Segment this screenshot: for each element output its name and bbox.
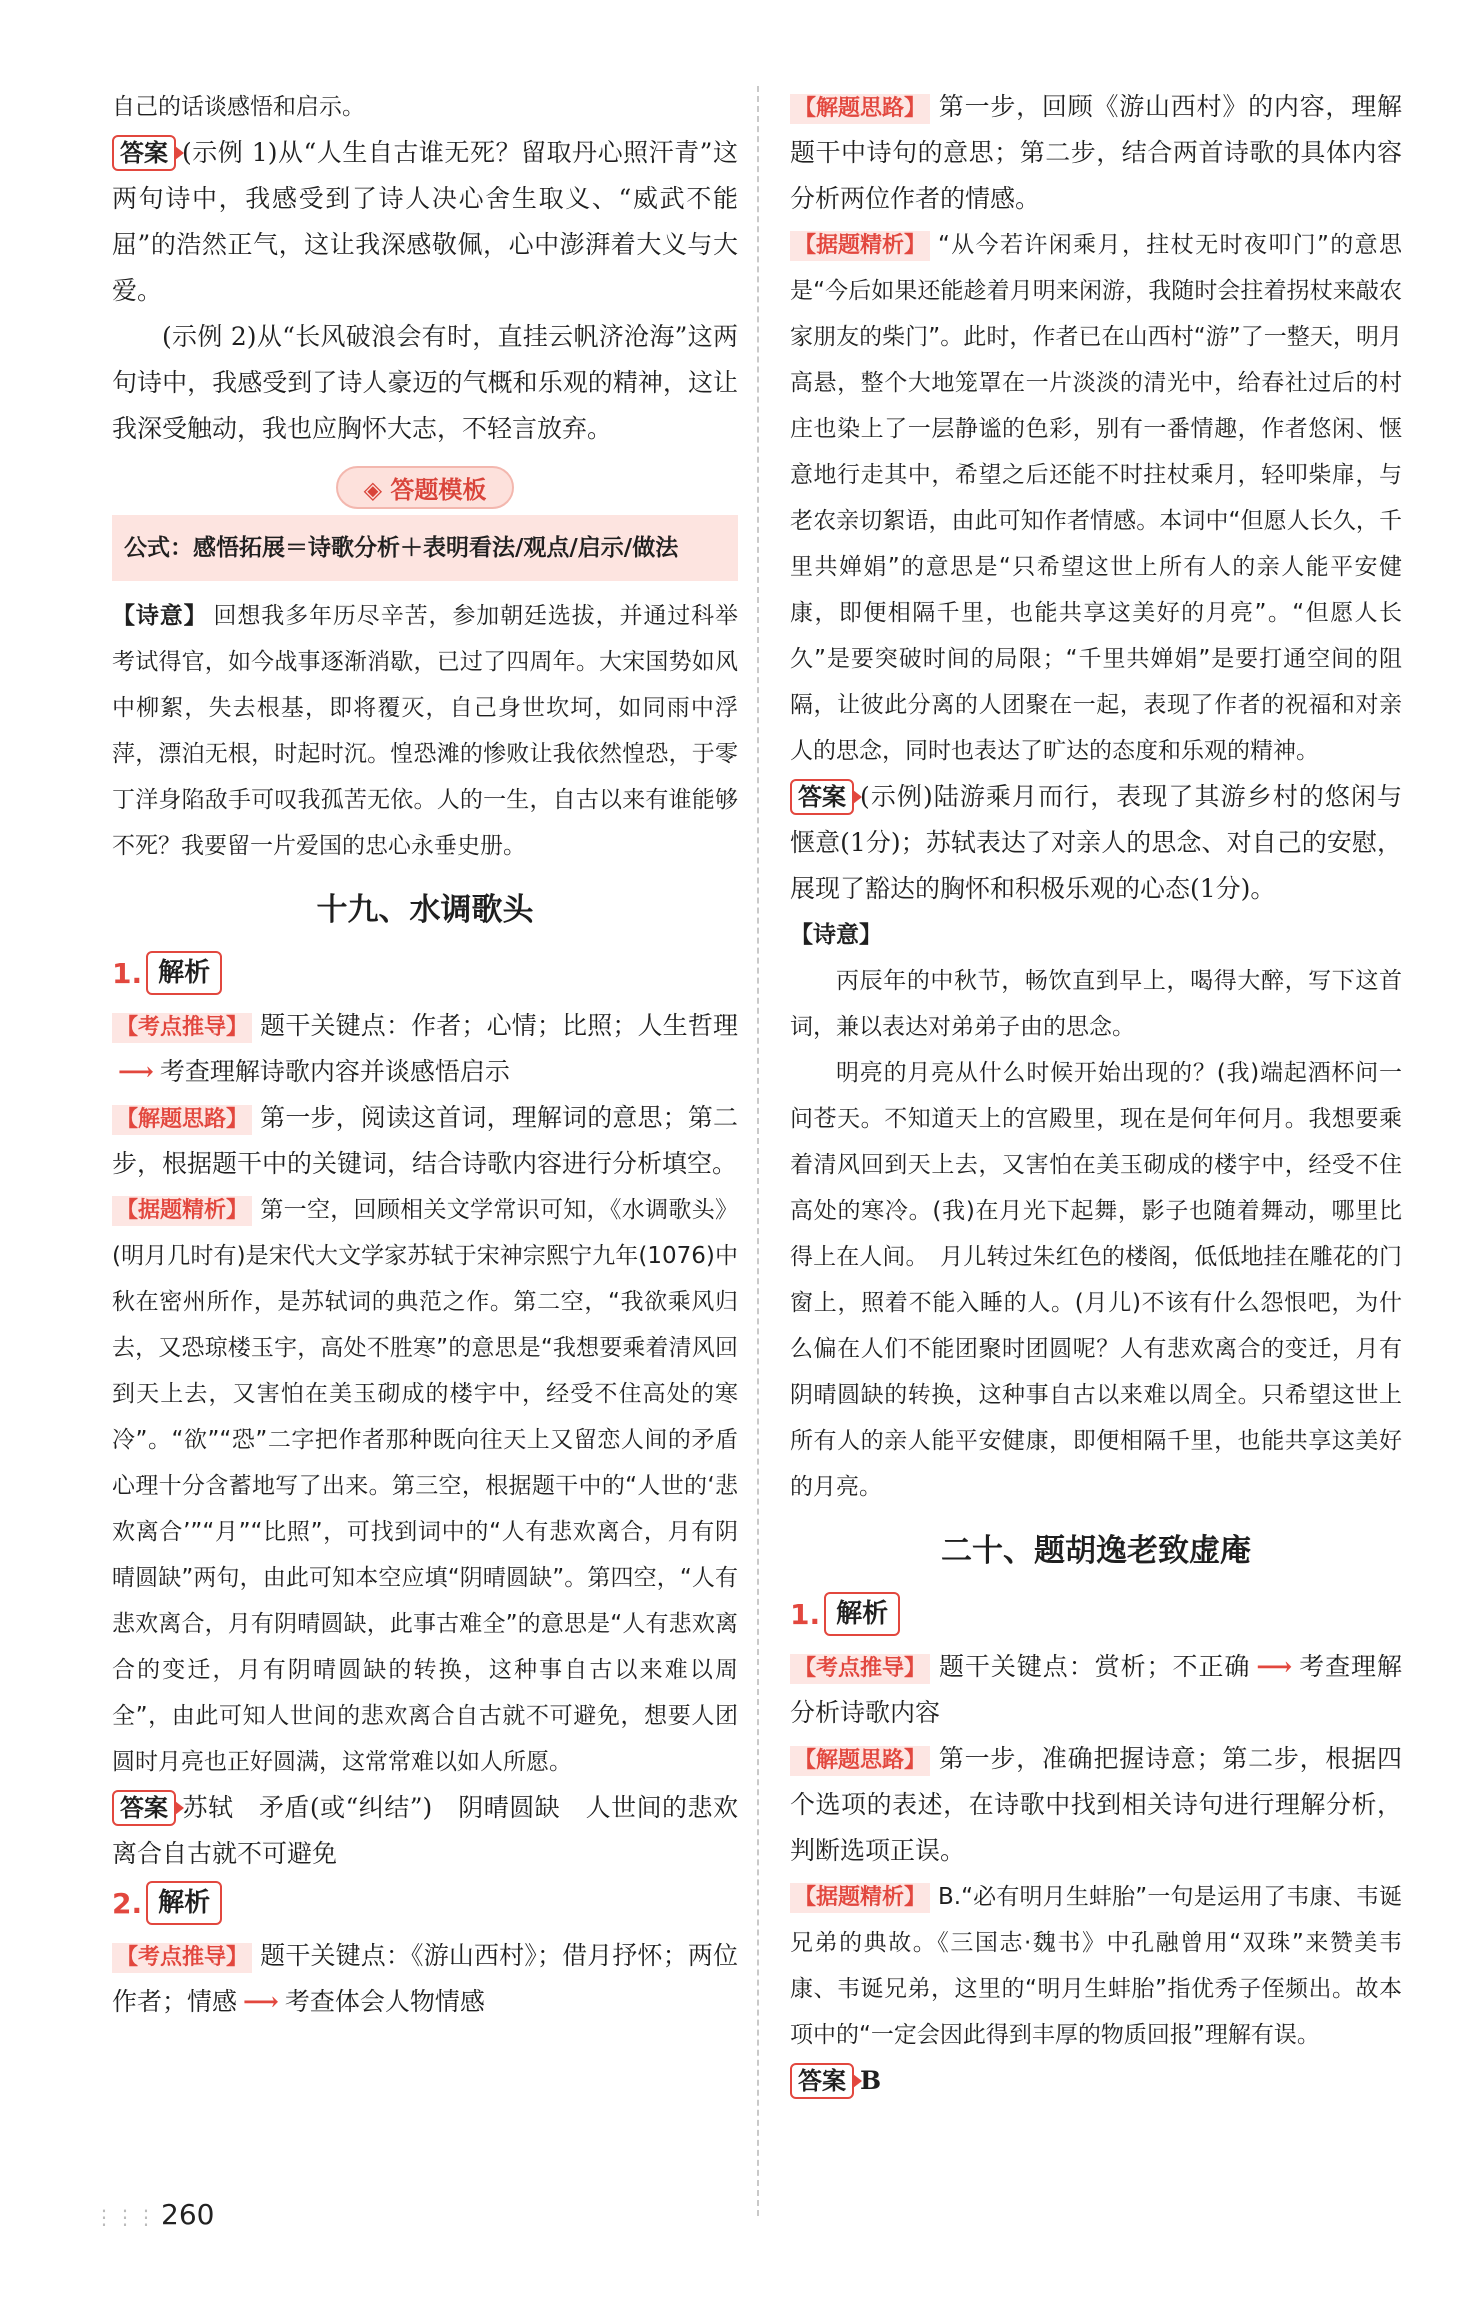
q1-jingxi: 【据题精析】 第一空，回顾相关文学常识可知，《水调歌头》(明月几时有)是宋代大文学家苏轼于宋神宗熙宁九年(1076)中秋在密州所作，是苏轼词的典范之作。第二空，“我欲乘风归去，又恐琼楼玉宇，高处不胜寒”的意思是“我想要乘着清风回到天上去，又害怕在美玉砌成的楼宇中，经受不住高处的寒冷”。“欲”“恐”二字把作者那种既向往天上又留恋人间的矛盾心理十分含蓄地写了出来。第三空，根据题干中的“人世的‘悲欢离合’”“月”“比照”，可找到词中的“人有悲欢离合，月有阴晴圆缺”两句，由此可知本空应填“阴晴圆缺”。第四空，“人有悲欢离合，月有阴晴圆缺，此事古难全”的意思是“人有悲欢离合的变迁，月有阴晴圆缺的转换，这种事自古以来难以周全”，由此可知人世间的悲欢离合自古就不可避免，想要人团圆时月亮也正好圆满，这常常难以如人所愿。 (112, 1197, 738, 1775)
q2-jingxi: 【据题精析】 “从今若许闲乘月，拄杖无时夜叩门”的意思是“今后如果还能趁着月明来闲游，我随时会拄着拐杖来敲农家朋友的柴门”。此时，作者已在山西村“游”了一整天，明月高悬，整个大地笼罩在一片淡淡的清光中，给春社过后的村庄也染上了一层静谧的色彩，别有一番情趣，作者悠闲、惬意地行走其中，希望之后还能不时拄杖乘月，轻叩柴扉，与老农亲切絮语，由此可知作者情感。本词中“但愿人长久，千里共婵娟”的意思是“只希望这世上所有人的亲人能平安健康，即便相隔千里，也能共享这美好的月亮”。“但愿人长久”是要突破时间的局限；“千里共婵娟”是要打通空间的阻隔，让彼此分离的人团聚在一起，表现了作者的祝福和对亲人的思念，同时也表达了旷达的态度和乐观的精神。 (790, 232, 1402, 764)
poem-meaning: 【诗意】 回想我多年历尽辛苦，参加朝廷选拔，并通过科举考试得官，如今战事逐渐消歇，已过了四周年。大宋国势如风中柳絮，失去根基，即将覆灭，自己身世坎坷，如同雨中浮萍，漂泊无根，时起时沉。惶恐滩的惨败让我依然惶恐，于零丁洋身陷敌手可叹我孤苦无依。人的一生，自古以来有谁能够不死？我要留一片爱国的忠心永垂史册。 (112, 603, 739, 859)
q2-jieti: 【解题思路】 第一步，回顾《游山西村》的内容，理解题干中诗句的意思；第二步，结合两首诗歌的具体内容分析两位作者的情感。 (790, 92, 1402, 213)
s20-q1-answer: 答案 B (790, 2058, 1402, 2104)
dots-icon: ⋮⋮⋮ (94, 2205, 157, 2229)
s20-q1-kaodian: 【考点推导】 题干关键点：赏析；不正确 ⟶ 考查理解分析诗歌内容 (790, 1652, 1402, 1727)
question-1-header (790, 1592, 1402, 1636)
arrow-right-icon: ⟶ (243, 1987, 279, 2016)
column-divider (757, 86, 759, 2216)
template-formula: 公式：感悟拓展＝诗歌分析＋表明看法/观点/启示/做法 (124, 535, 679, 561)
question-number: 2. (112, 1886, 143, 1920)
section-title-19: 十九、水调歌头 (316, 892, 534, 928)
s20-q1-jieti: 【解题思路】 第一步，准确把握诗意；第二步，根据四个选项的表述，在诗歌中找到相关诗句进行理解分析，判断选项正误。 (790, 1744, 1402, 1865)
right-column (790, 84, 1402, 2104)
analysis-badge: 解析 (146, 951, 222, 995)
left-column (112, 84, 738, 2025)
template-title: ◈ 答题模板 (336, 466, 515, 509)
q1-kaodian: 【考点推导】 题干关键点：作者；心情；比照；人生哲理⟶ 考查理解诗歌内容并谈感悟启示 (112, 1003, 738, 1095)
continuation-line: 自己的话谈感悟和启示。 (112, 94, 365, 120)
arrow-right-icon: ⟶ (118, 1057, 154, 1086)
template-box (112, 515, 738, 581)
q2-answer: 答案 (示例)陆游乘月而行，表现了其游乡村的悠闲与惬意(1分)；苏轼表达了对亲人的思念、对自己的安慰，展现了豁达的胸怀和积极乐观的心态(1分)。 (790, 774, 1402, 912)
arrow-right-icon: ⟶ (1256, 1652, 1293, 1681)
q1-answer: 答案 苏轼 矛盾(或“纠结”) 阴晴圆缺 人世间的悲欢离合自古就不可避免 (112, 1785, 738, 1877)
s20-q1-jingxi: 【据题精析】 B.“必有明月生蚌胎”一句是运用了韦康、韦诞兄弟的典故。《三国志·魏书》中孔融曾用“双珠”来赞美韦康、韦诞兄弟，这里的“明月生蚌胎”指优秀子侄频出。故本项中的“一定会因此得到丰厚的物质回报”理解有误。 (790, 1884, 1402, 2048)
q2-kaodian: 【考点推导】 题干关键点：《游山西村》；借月抒怀；两位作者；情感 ⟶ 考查体会人物情感 (112, 1941, 738, 2016)
template-header (112, 466, 738, 509)
question-2-header (112, 1881, 738, 1925)
poem-meaning-label: 【诗意】 (790, 922, 882, 948)
answer-badge: 答案 (112, 135, 176, 171)
page-number: ⋮⋮⋮ 260 (94, 2198, 215, 2231)
answer-example-1: 答案 (示例 1)从“人生自古谁无死？留取丹心照汗青”这两句诗中，我感受到了诗人决心舍生取义、“威武不能屈”的浩然正气，这让我深感敬佩，心中澎湃着大义与大爱。 (112, 130, 738, 314)
answer-example-2: (示例 2)从“长风破浪会有时，直挂云帆济沧海”这两句诗中，我感受到了诗人豪迈的气概和乐观的精神，这让我深受触动，我也应胸怀大志，不轻言放弃。 (112, 322, 738, 443)
question-1-header (112, 951, 738, 995)
poem-meaning-p1: 丙辰年的中秋节，畅饮直到早上，喝得大醉，写下这首词，兼以表达对弟弟子由的思念。 (790, 968, 1402, 1040)
section-title-20: 二十、题胡逸老致虚庵 (941, 1533, 1251, 1569)
analysis-badge: 解析 (824, 1592, 900, 1636)
layers-icon: ◈ (363, 476, 391, 504)
question-number: 1. (112, 956, 143, 990)
q1-jieti: 【解题思路】 第一步，阅读这首词，理解词的意思；第二步，根据题干中的关键词，结合诗歌内容进行分析填空。 (112, 1103, 738, 1178)
question-number: 1. (790, 1597, 821, 1631)
analysis-badge: 解析 (146, 1881, 222, 1925)
poem-meaning-p2: 明亮的月亮从什么时候开始出现的？(我)端起酒杯问一问苍天。不知道天上的宫殿里，现在是何年何月。我想要乘着清风回到天上去，又害怕在美玉砌成的楼宇中，经受不住高处的寒冷。(我)在月光下起舞，影子也随着舞动，哪里比得上在人间。 月儿转过朱红色的楼阁，低低地挂在雕花的门窗上，照着不能入睡的人。(月儿)不该有什么怨恨吧，为什么偏在人们不能团聚时团圆呢？人有悲欢离合的变迁，月有阴晴圆缺的转换，这种事自古以来难以周全。只希望这世上所有人的亲人能平安健康，即便相隔千里，也能共享这美好的月亮。 (790, 1060, 1402, 1500)
